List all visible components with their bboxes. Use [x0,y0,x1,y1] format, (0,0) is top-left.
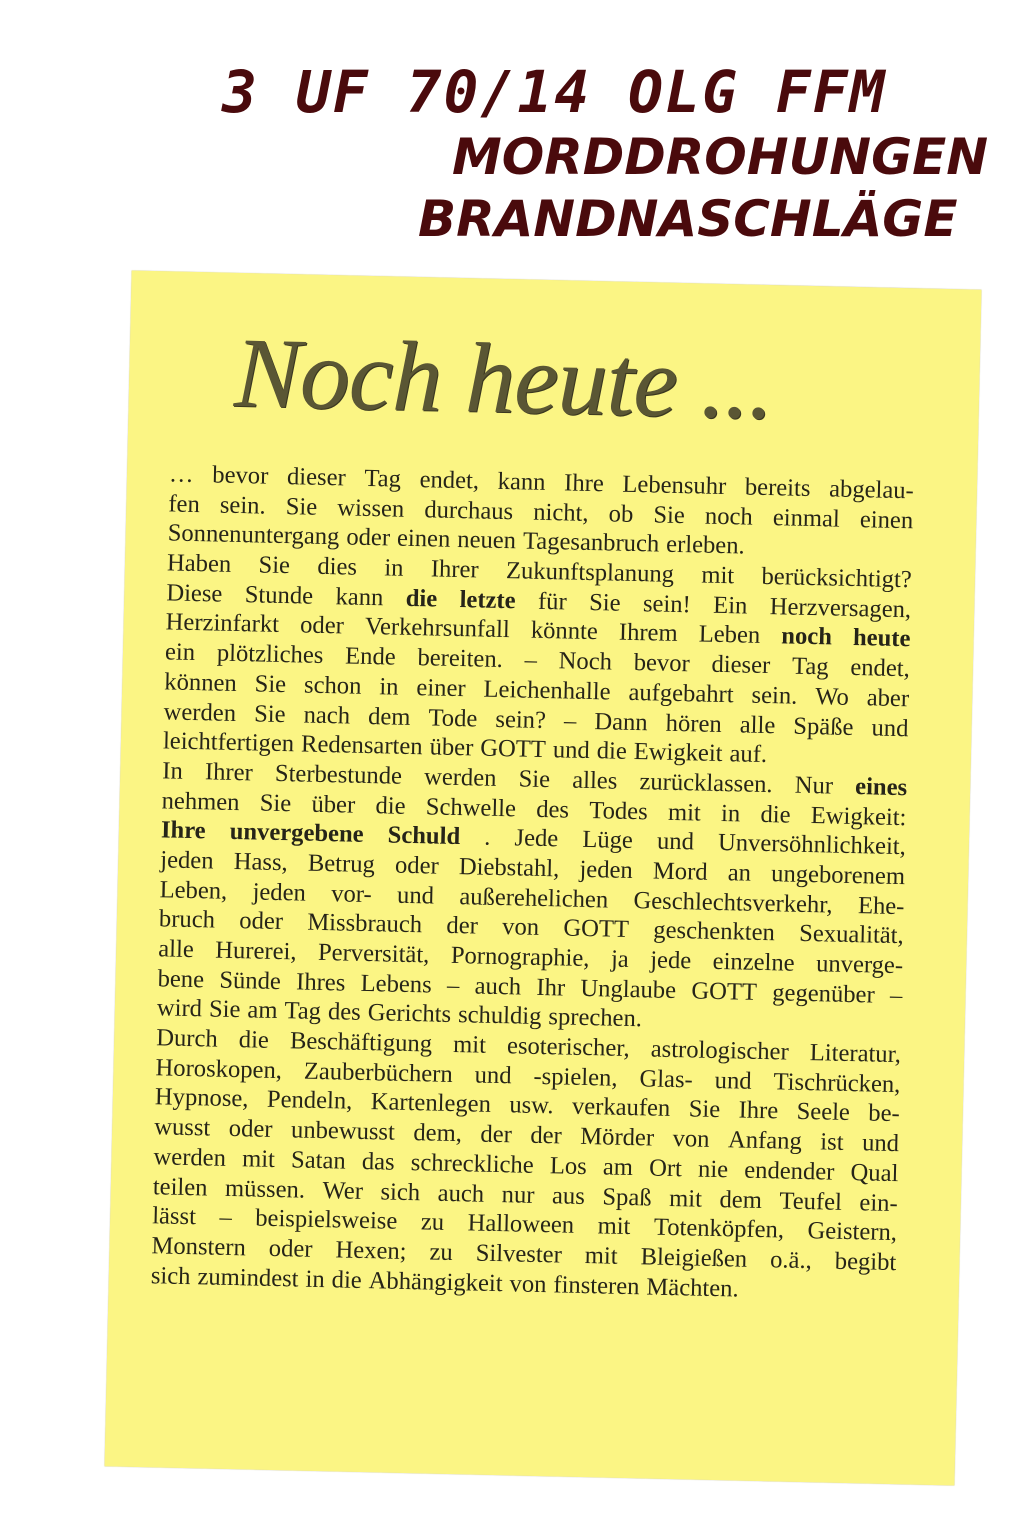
text-line: Monstern oder Hexen; zu Silvester mit Bleigießen o.ä., begibt [151,1232,897,1276]
text-line: werden mit Satan das schreckliche Los am Ort nie endender Qual [153,1143,899,1187]
yellow-tract-card [105,271,982,1486]
text-line: … bevor dieser Tag endet, kann Ihre Lebensuhr bereits abgelau- [168,460,915,505]
text-line: Hypnose, Pendeln, Kartenlegen usw. verkaufen Sie Ihre Seele be- [154,1083,901,1128]
text-line: leichtfertigen Redensarten über GOTT und die Ewigkeit auf. [162,727,768,769]
tract-body-text [151,459,915,1307]
text-line: bene Sünde Ihres Lebens – auch Ihr Unglaube GOTT gegenüber – [157,964,903,1009]
tract-title: Noch heute ... [233,316,775,441]
text-line: Sonnenuntergang oder einen neuen Tagesanbruch erleben. [167,519,746,560]
text-line: werden Sie nach dem Tode sein? – Dann hören alle Späße und [163,697,909,742]
subject-heading-death-threats: MORDDROHUNGEN [452,128,989,186]
text-line: fen sein. Sie wissen durchaus nicht, ob Sie noch einmal einen [168,490,914,534]
text-line: jeden Hass, Betrug oder Diebstahl, jeden Mord an ungeborenem [160,846,906,891]
text-line: sich zumindest in die Abhängigkeit von finsteren Mächten. [150,1261,739,1303]
subject-heading-arson: BRANDNASCHLÄGE [418,190,958,248]
text-line: alle Hurerei, Perversität, Pornographie, ja jede einzelne unverge- [157,935,904,980]
text-line: Ihre unvergebene Schuld . Jede Lüge und Unversöhnlichkeit, [160,816,907,861]
text-line: Horoskopen, Zauberbüchern und -spielen, Glas- und Tischrücken, [155,1054,901,1098]
text-line: lässt – beispielsweise zu Halloween mit Totenköpfen, Geistern, [151,1202,898,1247]
text-line: können Sie schon in einer Leichenhalle aufgebahrt sein. Wo aber [164,668,910,713]
text-line: teilen müssen. Wer sich auch nur aus Spaß mit dem Teufel ein- [152,1172,899,1217]
text-line: wusst oder unbewusst dem, der der Mörder von Anfang ist und [153,1113,900,1158]
text-line: Leben, jeden vor- und außerehelichen Geschlechtsverkehr, Ehe- [159,875,905,920]
text-line: bruch oder Missbrauch der von GOTT geschenkten Sexualität, [158,905,905,950]
text-line: Herzinfarkt oder Verkehrsunfall könnte Ihrem Leben noch heute [165,608,911,653]
text-line: Haben Sie dies in Ihrer Zukunftsplanung mit berücksichtigt? [166,549,913,594]
text-line: wird Sie am Tag des Gerichts schuldig sprechen. [156,994,643,1033]
text-line: Durch die Beschäftigung mit esoterischer, astrologischer Literatur, [155,1024,902,1069]
text-line: Diese Stunde kann die letzte für Sie sein! Ein Herzversagen, [166,579,912,624]
text-line: nehmen Sie über die Schwelle des Todes mit in die Ewigkeit: [161,786,907,831]
text-line: In Ihrer Sterbestunde werden Sie alles zurücklassen. Nur eines [162,757,908,802]
case-number-heading: 3 UF 70/14 OLG FFM [222,58,887,126]
text-line: ein plötzliches Ende bereiten. – Noch bevor dieser Tag endet, [164,638,911,683]
